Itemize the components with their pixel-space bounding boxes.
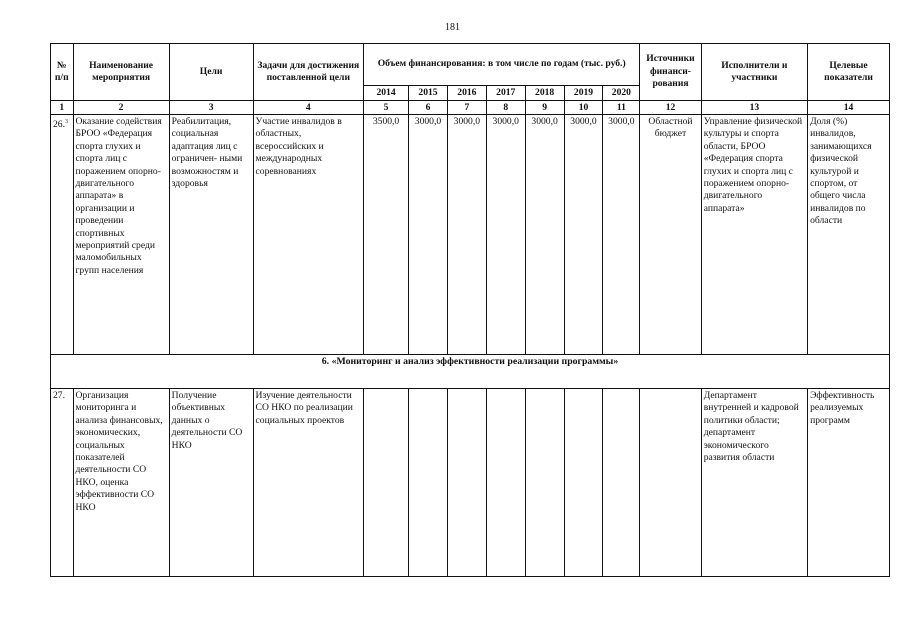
amount-2019: [564, 389, 603, 577]
amount-2017: [486, 389, 525, 577]
amount-2019: 3000,0: [564, 115, 603, 355]
header-row: [51, 44, 890, 86]
column-number: 13: [701, 101, 807, 115]
amount-2017: 3000,0: [486, 115, 525, 355]
header-funding: Объем финансирования: в том числе по годам (тыс. руб.): [364, 44, 640, 86]
row-number: 27.: [51, 389, 74, 577]
page-number: 181: [445, 22, 460, 33]
activity-name: Оказание содействия БРОО «Федерация спорта глухих и спорта лиц с поражением опорно- двигательного аппарата» в организации и проведении спортивных мероприятий среди маломобильных групп населения: [73, 115, 169, 355]
year-header: 2019: [564, 86, 603, 101]
column-number: 4: [253, 101, 363, 115]
column-number: 5: [364, 101, 409, 115]
activity-tasks: Участие инвалидов в областных, всероссийских и международных соревнованиях: [253, 115, 363, 355]
target-indicators: Доля (%) инвалидов, занимающихся физической культурой и спортом, от общего числа инвалидов по области: [808, 115, 890, 355]
column-number: 7: [447, 101, 486, 115]
amount-2020: 3000,0: [603, 115, 640, 355]
column-number-row: [51, 101, 890, 115]
year-header: 2020: [603, 86, 640, 101]
column-number: 6: [409, 101, 448, 115]
table-row: [51, 389, 890, 577]
header-executors: Исполнители и участники: [701, 44, 807, 101]
header-name: Наименование мероприятия: [73, 44, 169, 101]
column-number: 14: [808, 101, 890, 115]
amount-2016: 3000,0: [447, 115, 486, 355]
funding-source: Областной бюджет: [640, 115, 701, 355]
year-header: 2017: [486, 86, 525, 101]
column-number: 1: [51, 101, 74, 115]
header-sources: Источники финанси- рования: [640, 44, 701, 101]
funding-source: [640, 389, 701, 577]
amount-2015: 3000,0: [409, 115, 448, 355]
amount-2016: [447, 389, 486, 577]
amount-2014: 3500,0: [364, 115, 409, 355]
activity-goals: Реабилитация, социальная адаптация лиц с ограничен- ными возможностям и здоровья: [169, 115, 253, 355]
year-header: 2018: [525, 86, 564, 101]
column-number: 10: [564, 101, 603, 115]
activity-tasks: Изучение деятельности СО НКО по реализации социальных проектов: [253, 389, 363, 577]
program-table: [50, 43, 890, 577]
table-row: [51, 115, 890, 355]
amount-2018: [525, 389, 564, 577]
column-number: 2: [73, 101, 169, 115]
column-number: 9: [525, 101, 564, 115]
year-header: 2016: [447, 86, 486, 101]
header-indicators: Целевые показатели: [808, 44, 890, 101]
amount-2018: 3000,0: [525, 115, 564, 355]
executors: Управление физической культуры и спорта области, БРОО «Федерация спорта глухих и спорта лиц с поражением опорно- двигательного аппарата»: [701, 115, 807, 355]
target-indicators: Эффективность реализуемых программ: [808, 389, 890, 577]
year-header: 2014: [364, 86, 409, 101]
column-number: 12: [640, 101, 701, 115]
year-header: 2015: [409, 86, 448, 101]
executors: Департамент внутренней и кадровой политики области; департамент экономического развития области: [701, 389, 807, 577]
activity-name: Организация мониторинга и анализа финансовых, экономических, социальных показателей деятельности СО НКО, оценка эффективности СО НКО: [73, 389, 169, 577]
row-number: 26.$^3$: [51, 115, 74, 355]
section-title: 6. «Мониторинг и анализ эффективности реализации программы»: [51, 355, 890, 389]
amount-2015: [409, 389, 448, 577]
column-number: 11: [603, 101, 640, 115]
column-number: 3: [169, 101, 253, 115]
header-num: № п/п: [51, 44, 74, 101]
column-number: 8: [486, 101, 525, 115]
amount-2014: [364, 389, 409, 577]
amount-2020: [603, 389, 640, 577]
activity-goals: Получение объективных данных о деятельности СО НКО: [169, 389, 253, 577]
header-tasks: Задачи для достижения поставленной цели: [253, 44, 363, 101]
header-goals: Цели: [169, 44, 253, 101]
section-row: [51, 355, 890, 389]
